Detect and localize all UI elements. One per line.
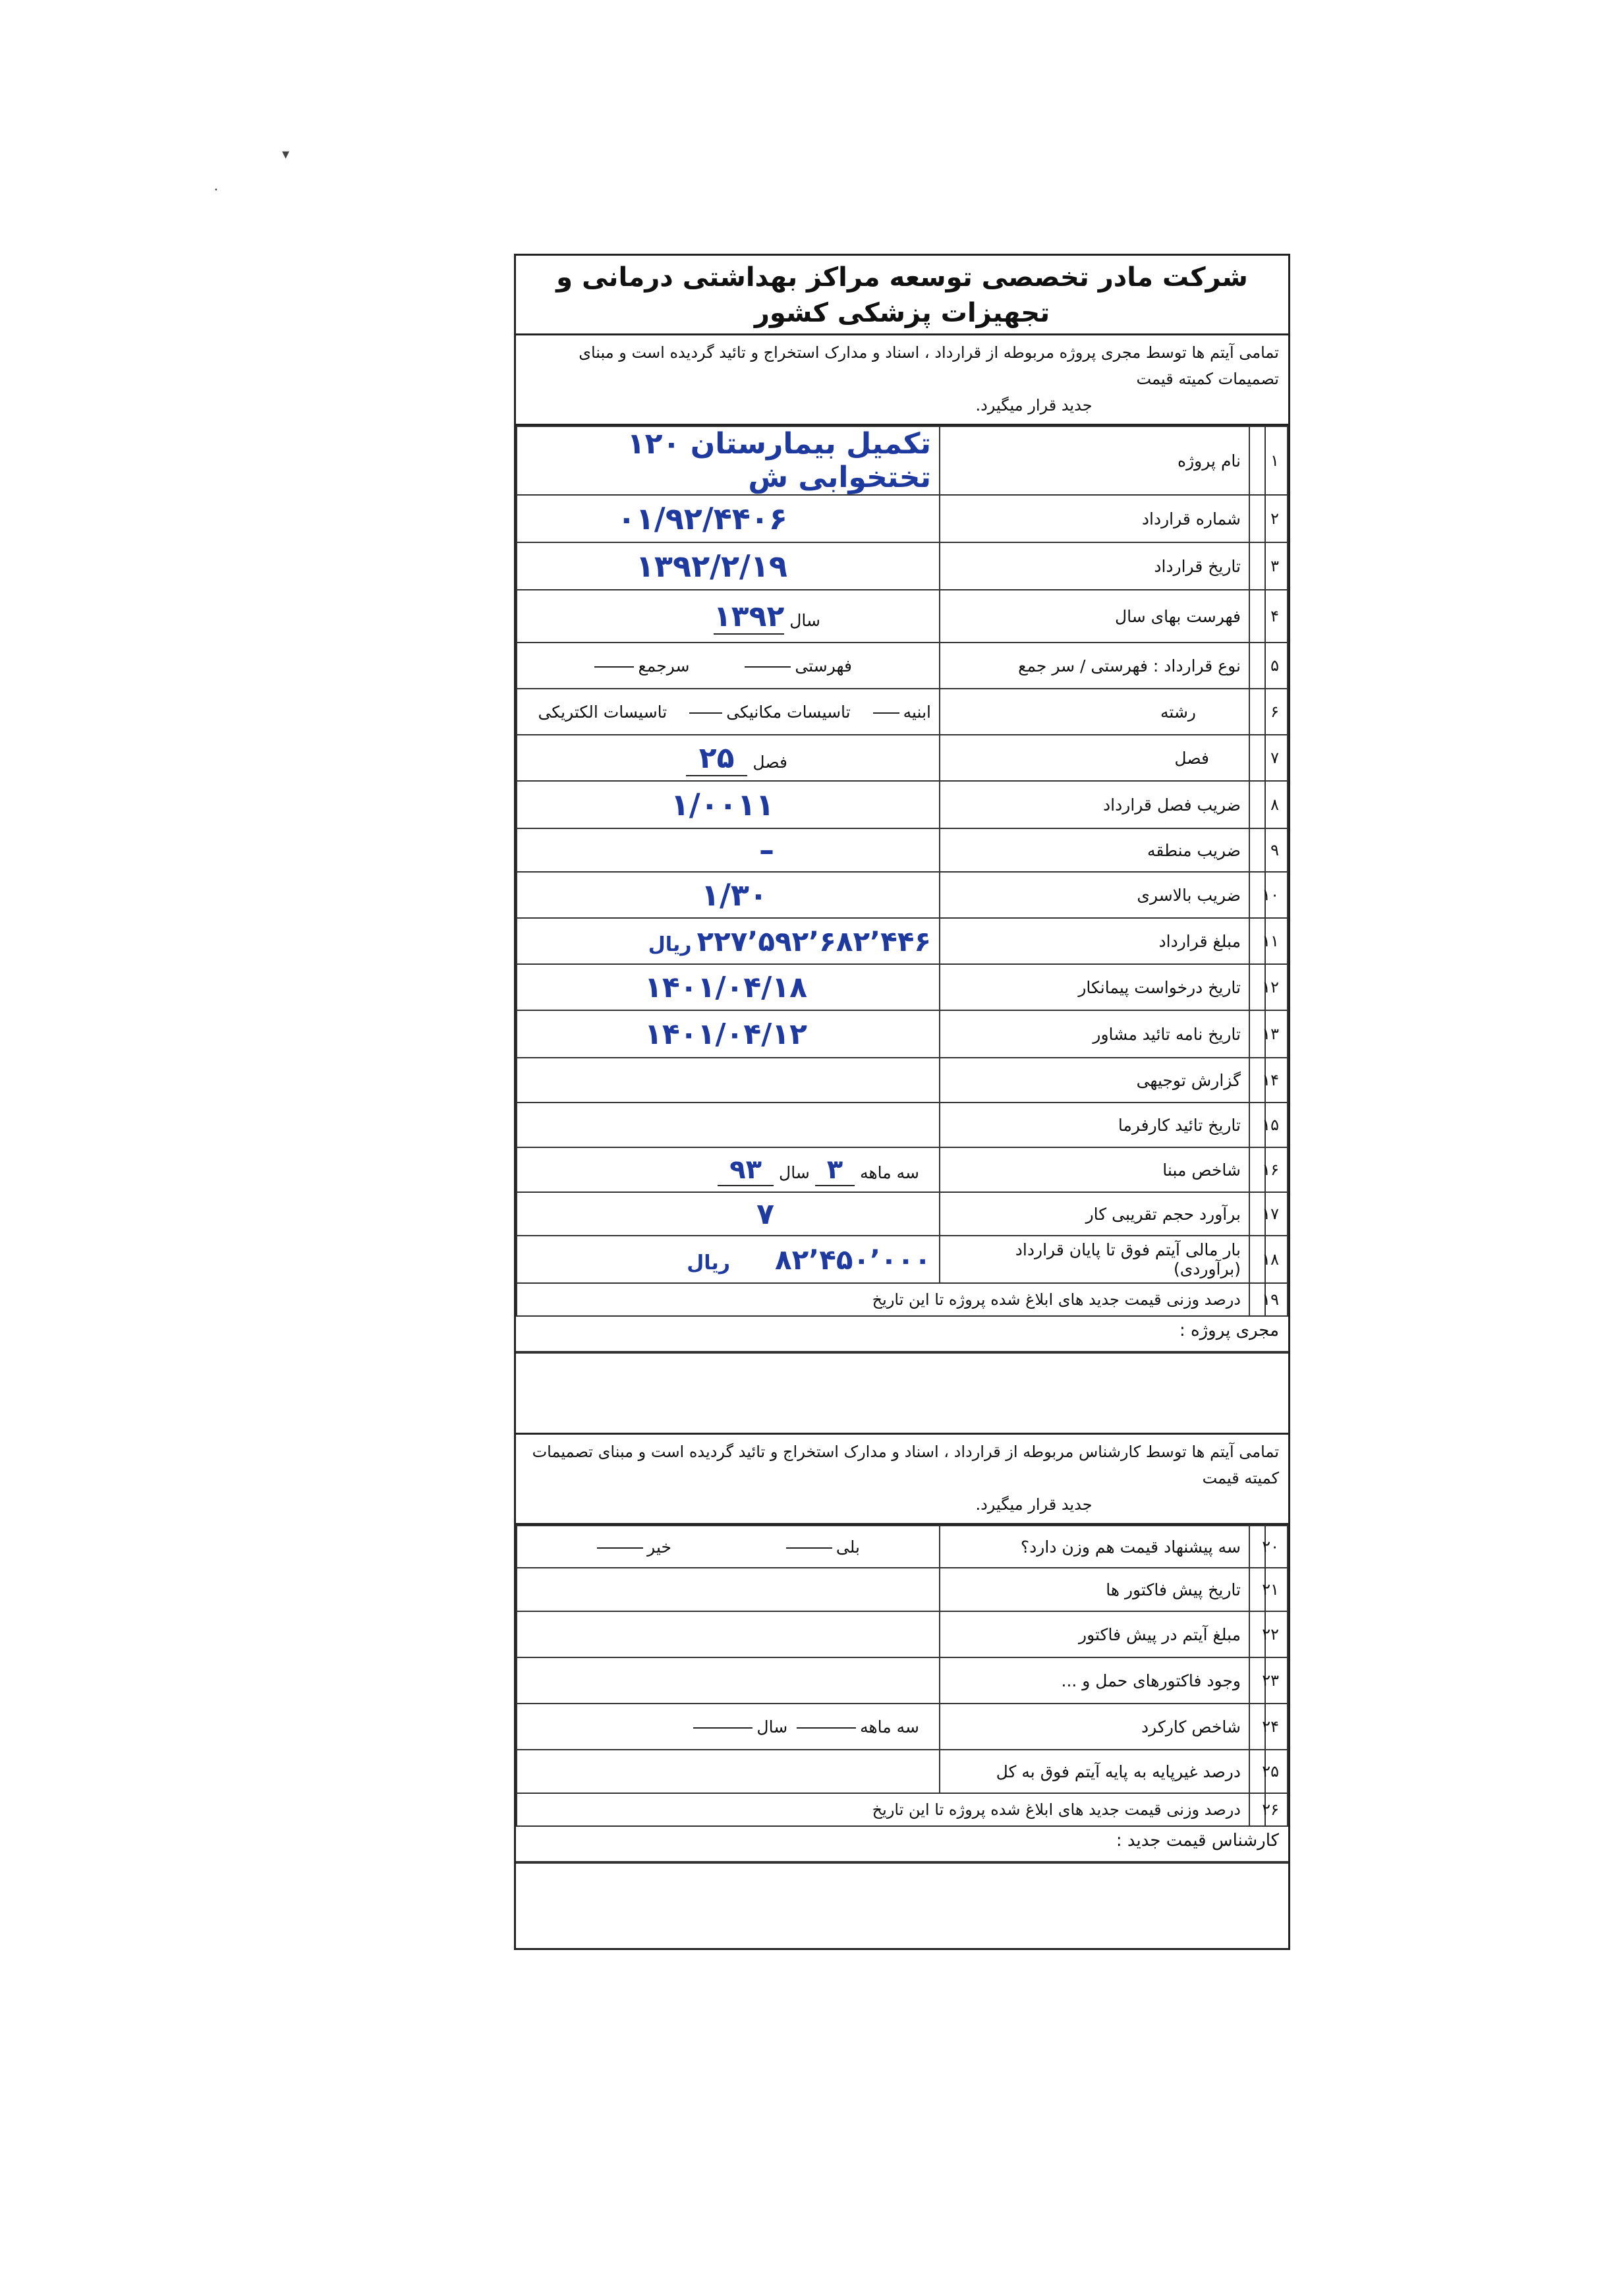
consultant-approval-date-value[interactable]: ۱۴۰۱/۰۴/۱۲ xyxy=(644,1017,807,1051)
row-number: ۲۳ xyxy=(1265,1657,1288,1704)
region-coefficient-value[interactable]: – xyxy=(759,832,774,868)
row-label: برآورد حجم تقریبی کار xyxy=(940,1192,1249,1236)
financial-load-value[interactable]: ۸۲٬۴۵۰٬۰۰۰ xyxy=(775,1243,931,1276)
form-title: شرکت مادر تخصصی توسعه مراکز بهداشتی درمانی و تجهیزات پزشکی کشور xyxy=(516,256,1288,335)
contract-type-lumpsum-check[interactable] xyxy=(594,666,634,668)
discipline-mechanical-option[interactable]: تاسیسات مکانیکی xyxy=(726,702,851,722)
operation-index-year-field[interactable] xyxy=(693,1727,753,1729)
work-volume-value[interactable]: ۷ xyxy=(756,1197,774,1231)
chapter-coefficient-value[interactable]: ۱/۰۰۱۱ xyxy=(670,787,774,822)
row-number: ۱۱ xyxy=(1265,918,1288,964)
row-label: شماره قرارداد xyxy=(940,495,1249,542)
row-number: ۲۲ xyxy=(1265,1611,1288,1657)
section1-note-tail: جدید قرار میگیرد. xyxy=(975,396,1093,415)
table-row xyxy=(517,1283,1288,1316)
table-row xyxy=(517,426,1288,495)
price-form xyxy=(514,254,1290,1950)
row-label: تاریخ پیش فاکتور ها xyxy=(940,1568,1249,1611)
no-check[interactable] xyxy=(597,1547,643,1549)
table-row xyxy=(517,1526,1288,1568)
year-prefix: سال xyxy=(789,610,820,630)
yes-option[interactable]: بلی xyxy=(836,1537,860,1557)
project-manager-label: مجری پروژه : xyxy=(516,1317,1288,1352)
row-number: ۱۲ xyxy=(1265,964,1288,1010)
base-index-year-value[interactable]: ۹۳ xyxy=(718,1155,774,1186)
row-number: ۱۹ xyxy=(1265,1283,1288,1316)
project-name-value[interactable]: تکمیل بیمارستان ۱۲۰ تختخوابی ش xyxy=(627,427,931,494)
base-index-quarter-value[interactable]: ۳ xyxy=(815,1155,855,1186)
row-label: مبلغ آیتم در پیش فاکتور xyxy=(940,1611,1249,1657)
quarter-label: سه ماهه xyxy=(860,1717,919,1736)
row-number: ۱۵ xyxy=(1265,1103,1288,1147)
row-number: ۱ xyxy=(1265,426,1288,495)
section1-table xyxy=(516,426,1288,1317)
row-number: ۵ xyxy=(1265,643,1288,689)
row-label: درصد وزنی قیمت جدید های ابلاغ شده پروژه تا این تاریخ xyxy=(517,1283,1249,1316)
row-number: ۴ xyxy=(1265,590,1288,643)
row-number: ۷ xyxy=(1265,735,1288,781)
row-number: ۲ xyxy=(1265,495,1288,542)
table-row xyxy=(517,689,1288,735)
table-row xyxy=(517,1058,1288,1103)
table-row xyxy=(517,1010,1288,1058)
overhead-coefficient-value[interactable]: ۱/۳۰ xyxy=(700,877,768,913)
row-label: نام پروژه xyxy=(940,426,1249,495)
table-row xyxy=(517,1657,1288,1704)
table-row xyxy=(517,1750,1288,1793)
table-row xyxy=(517,590,1288,643)
quarter-label: سه ماهه xyxy=(860,1163,919,1182)
row-label: تاریخ درخواست پیمانکار xyxy=(940,964,1249,1010)
table-row xyxy=(517,542,1288,590)
row-number: ۱۸ xyxy=(1265,1236,1288,1283)
table-row xyxy=(517,1568,1288,1611)
row-label: درصد غیرپایه به پایه آیتم فوق به کل xyxy=(940,1750,1249,1793)
row-number: ۳ xyxy=(1265,542,1288,590)
row-number: ۱۶ xyxy=(1265,1147,1288,1192)
row-number: ۲۰ xyxy=(1265,1526,1288,1568)
no-option[interactable]: خیر xyxy=(647,1537,671,1557)
row-number: ۲۶ xyxy=(1265,1793,1288,1826)
discipline-electrical-option[interactable]: تاسیسات الکتریکی xyxy=(538,702,667,722)
table-row xyxy=(517,1236,1288,1283)
row-label: نوع قرارداد : فهرستی / سر جمع xyxy=(940,643,1249,689)
section2-note-tail: جدید قرار میگیرد. xyxy=(975,1495,1093,1514)
table-row xyxy=(517,735,1288,781)
row-number: ۱۰ xyxy=(1265,872,1288,918)
contract-number-value[interactable]: ۰۱/۹۲/۴۴۰۶ xyxy=(617,501,787,536)
section2-table xyxy=(516,1525,1288,1827)
row-label: فصل xyxy=(940,735,1249,781)
price-expert-label: کارشناس قیمت جدید : xyxy=(516,1827,1288,1862)
project-manager-signature-box[interactable] xyxy=(516,1352,1288,1435)
row-label: رشته xyxy=(940,689,1249,735)
year-label: سال xyxy=(756,1717,788,1736)
table-row xyxy=(517,828,1288,872)
contract-type-lumpsum-option[interactable]: سرجمع xyxy=(638,656,690,675)
table-row xyxy=(517,1192,1288,1236)
table-row xyxy=(517,1103,1288,1147)
row-number: ۲۱ xyxy=(1265,1568,1288,1611)
table-row xyxy=(517,1611,1288,1657)
contract-type-list-check[interactable] xyxy=(745,666,791,668)
table-row xyxy=(517,781,1288,828)
row-number: ۹ xyxy=(1265,828,1288,872)
section2-note xyxy=(516,1435,1288,1525)
row-number: ۱۷ xyxy=(1265,1192,1288,1236)
row-label: ضریب منطقه xyxy=(940,828,1249,872)
row-label: ضریب بالاسری xyxy=(940,872,1249,918)
discipline-mechanical-check[interactable] xyxy=(689,712,722,714)
row-label: وجود فاکتورهای حمل و ... xyxy=(940,1657,1249,1704)
yes-check[interactable] xyxy=(786,1547,832,1549)
table-row xyxy=(517,643,1288,689)
section1-note-text: تمامی آیتم ها توسط مجری پروژه مربوطه از قرارداد ، اسناد و مدارک استخراج و تائید گردیده است و مبنای تصمیمات کمیته قیمت xyxy=(579,343,1279,388)
table-row xyxy=(517,1793,1288,1826)
row-label: فهرست بهای سال xyxy=(940,590,1249,643)
table-row xyxy=(517,964,1288,1010)
price-list-year-value[interactable]: ۱۳۹۲ xyxy=(713,599,785,633)
scan-speck: ▾ xyxy=(282,146,290,163)
price-expert-signature-box[interactable] xyxy=(516,1862,1288,1948)
scan-speck: • xyxy=(214,187,218,194)
discipline-building-check[interactable] xyxy=(873,712,899,714)
row-label: تاریخ نامه تائید مشاور xyxy=(940,1010,1249,1058)
contractor-request-date-value[interactable]: ۱۴۰۱/۰۴/۱۸ xyxy=(644,970,807,1004)
row-label: درصد وزنی قیمت جدید های ابلاغ شده پروژه تا این تاریخ xyxy=(517,1793,1249,1826)
shipping-invoices-value[interactable] xyxy=(517,1657,940,1704)
row-number: ۲۴ xyxy=(1265,1704,1288,1750)
table-row xyxy=(517,918,1288,964)
contract-date-value[interactable]: ۱۳۹۲/۲/۱۹ xyxy=(635,548,787,584)
row-number: ۱۴ xyxy=(1265,1058,1288,1103)
row-label: مبلغ قرارداد xyxy=(940,918,1249,964)
row-label: شاخص کارکرد xyxy=(940,1704,1249,1750)
row-label: ضریب فصل قرارداد xyxy=(940,781,1249,828)
justification-report-value[interactable] xyxy=(517,1058,940,1103)
row-label: بار مالی آیتم فوق تا پایان قرارداد (برآوردی) xyxy=(940,1236,1249,1283)
table-row xyxy=(517,1147,1288,1192)
chapter-value[interactable]: ۲۵ xyxy=(686,741,748,776)
section1-note xyxy=(516,335,1288,426)
chapter-prefix: فصل xyxy=(753,752,787,772)
row-label: گزارش توجیهی xyxy=(940,1058,1249,1103)
row-label: سه پیشنهاد قیمت هم وزن دارد؟ xyxy=(940,1526,1249,1568)
contract-type-list-option[interactable]: فهرستی xyxy=(795,656,852,675)
year-label: سال xyxy=(779,1163,810,1182)
row-number: ۲۵ xyxy=(1265,1750,1288,1793)
row-number: ۱۳ xyxy=(1265,1010,1288,1058)
row-number: ۸ xyxy=(1265,781,1288,828)
row-label: شاخص مبنا xyxy=(940,1147,1249,1192)
proforma-amount-value[interactable] xyxy=(517,1611,940,1657)
section2-note-text: تمامی آیتم ها توسط کارشناس مربوطه از قرارداد ، اسناد و مدارک استخراج و تائید گردیده است و مبنای تصمیمات کمیته قیمت xyxy=(532,1443,1279,1487)
row-label: تاریخ تائید کارفرما xyxy=(940,1103,1249,1147)
row-number: ۶ xyxy=(1265,689,1288,735)
currency-suffix: ریال xyxy=(648,933,692,956)
table-row xyxy=(517,495,1288,542)
currency-suffix: ریال xyxy=(687,1251,731,1275)
non-base-percentage-value[interactable] xyxy=(517,1750,940,1793)
row-label: تاریخ قرارداد xyxy=(940,542,1249,590)
discipline-building-option[interactable]: ابنیه xyxy=(903,702,931,722)
operation-index-quarter-field[interactable] xyxy=(797,1727,856,1729)
table-row xyxy=(517,872,1288,918)
contract-amount-value[interactable]: ۲۲۷٬۵۹۲٬۶۸۲٬۴۴۶ xyxy=(696,925,931,958)
employer-approval-date-value[interactable] xyxy=(517,1103,940,1147)
table-row xyxy=(517,1704,1288,1750)
proforma-date-value[interactable] xyxy=(517,1568,940,1611)
